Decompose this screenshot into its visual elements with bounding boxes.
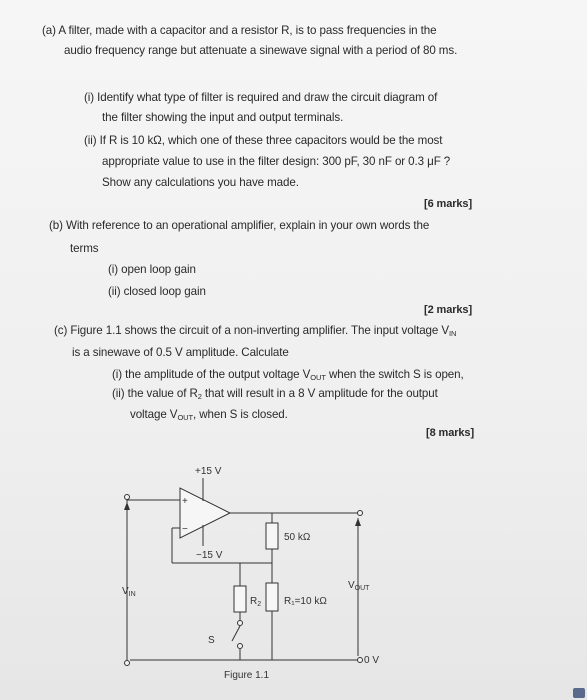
part-c-ii: (ii) the value of $R_2$ that will result in a 8 V amplitude for the output [112, 387, 438, 401]
output-terminal [358, 511, 363, 516]
part-a-i-line2: the filter showing the input and output terminals. [102, 111, 344, 124]
vout-label: $V_{OUT}$ [348, 580, 370, 592]
rf-resistor [266, 523, 278, 549]
part-b-line2: terms [70, 242, 99, 255]
part-c-ii-line2: voltage $V_{OUT}$, when S is closed. [130, 408, 288, 422]
part-a-marks: [6 marks] [424, 198, 473, 210]
r2-resistor [234, 586, 246, 612]
rf-label: 50 kΩ [284, 532, 311, 543]
part-a-i-line1: (i) Identify what type of filter is required and draw the circuit diagram of [84, 91, 438, 104]
part-c-marks: [8 marks] [426, 427, 475, 439]
part-a-ii-line1: (ii) If R is 10 kΩ, which one of these three capacitors would be the most [84, 134, 443, 147]
part-c-i: (i) the amplitude of the output voltage $V_{OUT}$ when the switch S is open, [112, 368, 464, 382]
part-c-line1: (c) Figure 1.1 shows the circuit of a non-inverting amplifier. The input voltage $V_{IN}$ [54, 324, 457, 338]
ground-terminal [358, 658, 363, 663]
r2-label: $R_2$ [250, 596, 262, 608]
part-b-line1: (b) With reference to an operational amplifier, explain in your own words the [49, 219, 430, 232]
vin-label: $V_{IN}$ [122, 586, 136, 598]
r1-label: R₁=10 kΩ [284, 596, 327, 607]
part-a-line2: audio frequency range but attenuate a sinewave signal with a period of 80 ms. [64, 44, 458, 57]
neg-supply-label: −15 V [196, 550, 223, 561]
switch-s [232, 626, 240, 641]
input-terminal-bottom [125, 661, 130, 666]
part-a-line1: (a) A filter, made with a capacitor and a resistor R, is to pass frequencies in the [42, 24, 437, 37]
vout-arrow-icon [355, 518, 361, 526]
part-b-marks: [2 marks] [424, 304, 473, 316]
circuit-diagram [100, 458, 400, 688]
part-c-line2: is a sinewave of 0.5 V amplitude. Calculate [72, 346, 289, 359]
minus-sign: − [182, 524, 188, 535]
part-b-ii: (ii) closed loop gain [108, 285, 206, 298]
part-a-ii-line2: appropriate value to use in the filter design: 300 pF, 30 nF or 0.3 μF ? [102, 155, 451, 168]
page-corner-icon [573, 688, 585, 698]
switch-label: S [208, 635, 215, 646]
input-terminal-top [125, 495, 130, 500]
vin-arrow-icon [124, 502, 130, 510]
pos-supply-label: +15 V [195, 466, 222, 477]
figure-caption: Figure 1.1 [224, 670, 270, 681]
part-b-i: (i) open loop gain [108, 263, 196, 276]
plus-sign: + [182, 496, 188, 507]
r1-resistor [266, 583, 278, 611]
part-a-ii-line3: Show any calculations you have made. [102, 176, 299, 189]
ground-label: 0 V [364, 655, 380, 666]
